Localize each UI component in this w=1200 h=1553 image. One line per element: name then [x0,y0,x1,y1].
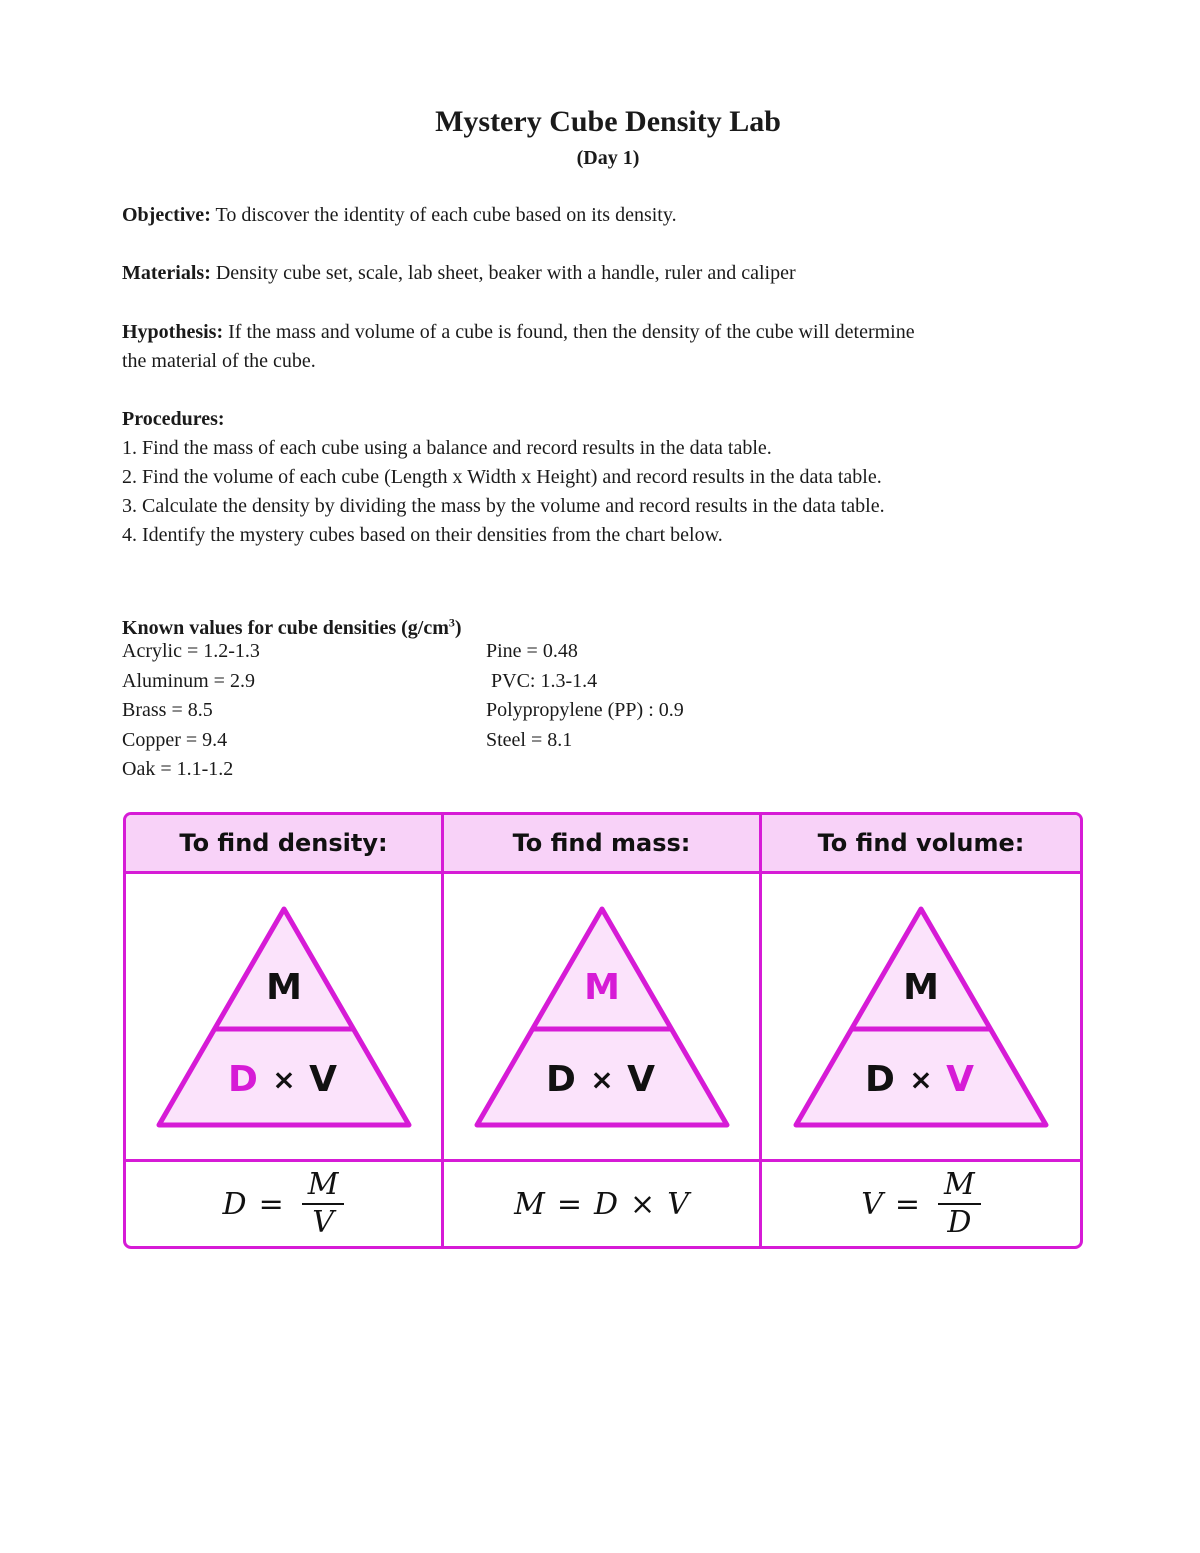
known-values-left-column [122,637,260,785]
density-value-item: Acrylic = 1.2-1.3 [122,640,260,662]
density-value-item: Polypropylene (PP) : 0.9 [486,699,684,721]
known-values-heading-end: ) [454,616,462,639]
density-value-item: Copper = 9.4 [122,728,228,751]
header-density: To find density: [126,815,444,874]
triangle-top-label: M [583,966,620,1008]
triangle-bottom-left-label: D [865,1058,895,1100]
triangle-times-label: × [589,1062,614,1096]
density-value-item: Steel = 8.1 [486,728,573,751]
density-value-item: Aluminum = 2.9 [122,669,255,692]
materials-text: Density cube set, scale, lab sheet, beaker with a handle, ruler and caliper [210,262,796,284]
objective-section [122,201,1072,230]
equation-lhs: D [222,1186,247,1222]
header-volume: To find volume: [762,815,1080,874]
triangle-bottom-right-label: V [308,1058,337,1100]
objective-label: Objective: [122,204,211,226]
procedures-label: Procedures: [122,408,225,430]
equation-equals: = [258,1186,284,1222]
procedure-step: 1. Find the mass of each cube using a balance and record results in the data table. [122,437,772,459]
known-values-heading-sup: 3 [448,615,455,629]
objective-text: To discover the identity of each cube based on its density. [210,204,677,226]
equation-lhs: V [861,1186,883,1222]
volume-equation [762,1162,1080,1246]
triangle-diagram [790,903,1052,1131]
volume-triangle [762,874,1080,1162]
equation-fraction [938,1169,981,1239]
fraction-denominator: V [312,1205,334,1240]
density-value-item: PVC: 1.3-1.4 [486,669,598,692]
hypothesis-section [122,318,1072,376]
triangle-bottom-right-label: V [946,1058,974,1100]
triangle-diagram [471,903,733,1131]
triangle-top-label: M [265,966,302,1008]
fraction-numerator: M [938,1169,981,1205]
header-mass: To find mass: [444,815,762,874]
known-values-heading-text: Known values for cube densities (g/cm [122,616,449,639]
equation-times: × [630,1186,656,1222]
density-value-item: Brass = 8.5 [122,699,213,721]
mass-equation [444,1162,762,1246]
materials-label: Materials: [122,262,211,284]
triangle-times-label: × [271,1062,296,1096]
mass-triangle [444,874,762,1162]
triangle-top-label: M [903,966,939,1008]
density-value-item: Oak = 1.1-1.2 [122,758,234,780]
triangle-bottom-left-label: D [545,1058,576,1100]
hypothesis-text-line1: If the mass and volume of a cube is found, then the density of the cube will determine [223,321,915,343]
procedure-step: 3. Calculate the density by dividing the mass by the volume and record results in the data table. [122,495,885,517]
equation-equals: = [894,1186,921,1222]
hypothesis-label: Hypothesis: [122,321,224,343]
equation-fraction [302,1169,345,1239]
materials-section [122,259,1072,288]
known-values-right-column [486,637,684,755]
triangle-bottom-left-label: D [227,1058,258,1100]
density-value-item: Pine = 0.48 [486,640,578,662]
fraction-numerator: M [302,1169,345,1205]
procedure-step: 4. Identify the mystery cubes based on their densities from the chart below. [122,524,723,546]
equation-factor-a: D [593,1186,619,1222]
formula-table [123,812,1083,1249]
equation-equals: = [556,1186,582,1222]
triangle-bottom-right-label: V [626,1058,655,1100]
page-subtitle: (Day 1) [576,147,640,169]
triangle-times-label: × [909,1062,933,1096]
page-title: Mystery Cube Density Lab [435,105,781,138]
density-equation [126,1162,444,1246]
fraction-denominator: D [947,1205,972,1240]
hypothesis-text-line2: the material of the cube. [122,350,316,372]
equation-factor-b: V [667,1186,689,1222]
density-triangle [126,874,444,1162]
procedure-step: 2. Find the volume of each cube (Length x Width x Height) and record results in the data table. [122,466,882,488]
triangle-diagram [153,903,415,1131]
equation-lhs: M [514,1186,545,1222]
procedures-section [122,405,1072,550]
